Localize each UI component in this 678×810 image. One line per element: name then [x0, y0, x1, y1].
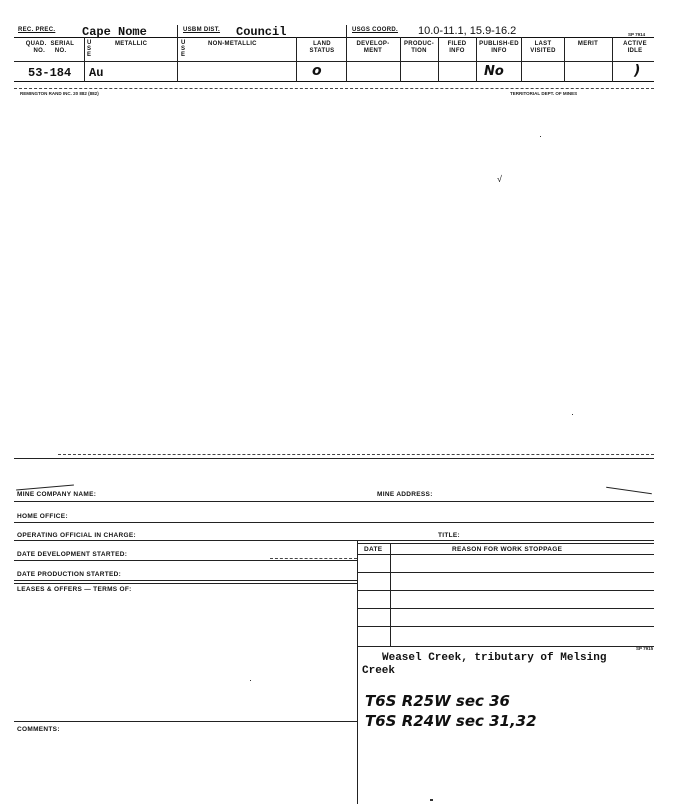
published-info-value: No	[484, 64, 504, 79]
development-label: DEVELOP-MENT	[356, 41, 390, 54]
reason-table-rule	[357, 572, 654, 573]
reason-column-label: REASON FOR WORK STOPPAGE	[452, 546, 563, 553]
header-bottom-rule	[14, 81, 654, 82]
form-rule	[14, 583, 357, 584]
township-range-line-2: T6S R24W sec 31,32	[365, 712, 537, 730]
handwritten-stroke	[606, 487, 652, 494]
rec-prec-label: REC. PREC.	[18, 27, 56, 33]
last-visited-label: LAST VISITED	[530, 41, 556, 54]
comments-divider	[357, 646, 358, 804]
form-rule	[270, 558, 357, 559]
usgs-coord-value: 10.0-11.1, 15.9-16.2	[418, 25, 517, 37]
dot-mark	[572, 414, 573, 415]
reason-table-border	[357, 540, 358, 646]
operating-official-label: OPERATING OFFICIAL IN CHARGE:	[17, 532, 136, 539]
header-divider	[564, 37, 565, 82]
form-rule	[14, 540, 654, 541]
form-number-top: SP 7914	[628, 32, 646, 37]
header-divider	[521, 37, 522, 82]
date-column-label: DATE	[364, 546, 383, 553]
form-rule	[14, 522, 654, 523]
form-rule	[14, 560, 357, 561]
lower-perforation	[58, 454, 654, 455]
header-perforation	[14, 88, 654, 89]
header-divider	[84, 37, 85, 82]
nonmetallic-label: NON-METALLIC	[208, 41, 257, 47]
tick-mark: √	[497, 174, 502, 184]
header-divider	[400, 37, 401, 82]
land-status-label: LAND STATUS	[309, 41, 335, 54]
leases-offers-label: LEASES & OFFERS — TERMS OF:	[17, 586, 132, 593]
mine-address-label: MINE ADDRESS:	[377, 491, 433, 498]
form-rule	[14, 501, 654, 502]
department-text: TERRITORIAL DEPT. OF MINES	[510, 91, 578, 96]
metallic-value: Au	[89, 66, 104, 80]
card-lower-form	[0, 440, 678, 810]
form-rule	[357, 543, 654, 544]
comments-label: COMMENTS:	[17, 726, 60, 733]
usbm-dist-value: Council	[236, 25, 287, 39]
location-note-line-1: Weasel Creek, tributary of Melsing	[382, 652, 607, 664]
quad-serial-label: QUAD. SERIAL NO. NO.	[25, 41, 75, 54]
active-idle-label: ACTIVE IDLE	[623, 41, 647, 54]
published-info-label: PUBLISH-ED INFO	[479, 41, 519, 54]
rec-prec-value: Cape Nome	[82, 25, 147, 39]
header-divider	[346, 25, 347, 82]
reason-table-rule	[357, 590, 654, 591]
reason-table-rule	[357, 608, 654, 609]
filed-info-label: FILED INFO	[447, 41, 467, 54]
header-divider	[476, 37, 477, 82]
handwritten-stroke	[16, 484, 74, 490]
mine-company-label: MINE COMPANY NAME:	[17, 491, 97, 498]
reason-table-border	[390, 543, 391, 646]
land-status-value: o	[312, 63, 322, 79]
form-rule	[14, 721, 357, 722]
home-office-label: HOME OFFICE:	[17, 513, 68, 520]
form-rule	[14, 580, 357, 581]
reason-table-rule	[357, 626, 654, 627]
active-idle-value: )	[634, 63, 641, 79]
header-divider	[438, 37, 439, 82]
form-rule	[357, 554, 654, 555]
dot-mark	[540, 136, 541, 137]
header-divider	[296, 37, 297, 82]
merit-label: MERIT	[577, 41, 599, 47]
card-header	[0, 0, 678, 100]
quad-serial-value: 53-184	[28, 66, 72, 80]
header-divider	[177, 25, 178, 82]
form-number-bottom: SP 7915	[636, 646, 654, 651]
usbm-dist-label: USBM DIST.	[183, 27, 221, 33]
usgs-coord-label: USGS COORD.	[352, 27, 398, 33]
printer-text: REMINGTON RAND INC. 20 882 (882)	[20, 91, 99, 96]
reason-table-rule	[357, 646, 654, 647]
date-production-label: DATE PRODUCTION STARTED:	[17, 571, 122, 578]
use-label-nonmetallic: U S E	[181, 40, 186, 58]
date-development-label: DATE DEVELOPMENT STARTED:	[17, 551, 128, 558]
form-rule	[14, 458, 654, 459]
metallic-label: METALLIC	[115, 41, 148, 47]
use-label-metallic: U S E	[87, 40, 92, 58]
township-range-line-1: T6S R25W sec 36	[365, 692, 510, 710]
header-divider	[612, 37, 613, 82]
header-label-rule	[14, 61, 654, 62]
location-note-line-2: Creek	[362, 665, 396, 677]
production-label: PRODUC-TION	[403, 41, 435, 54]
title-label: TITLE:	[438, 532, 461, 539]
